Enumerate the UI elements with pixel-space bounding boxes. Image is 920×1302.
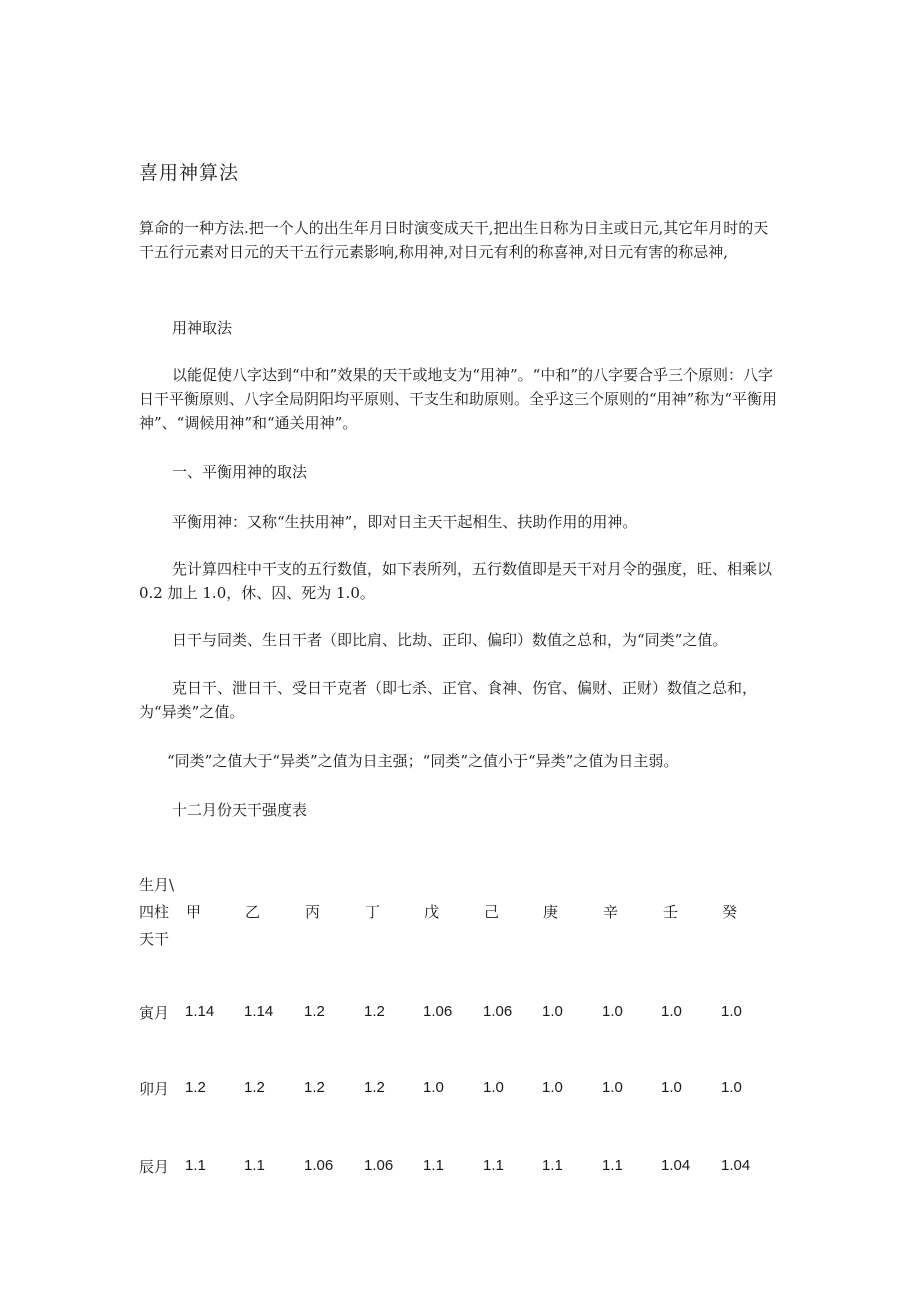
column-header: 戊 [424, 903, 440, 921]
table-cell: 1.1 [542, 1157, 563, 1174]
table-cell: 1.14 [185, 1003, 215, 1020]
table-cell: 1.0 [542, 1079, 563, 1096]
table-cell: 1.0 [661, 1079, 682, 1096]
sub-heading: 一、平衡用神的取法 [172, 463, 308, 481]
table-cell: 1.0 [423, 1079, 444, 1096]
table-cell: 1.0 [602, 1079, 623, 1096]
table-cell: 1.2 [244, 1079, 265, 1096]
strength-rule-paragraph: “同类”之值大于“异类”之值为日主强；“同类”之值小于“异类”之值为日主弱。 [167, 752, 679, 770]
principles-paragraph: 以能促使八字达到“中和”效果的天干或地支为“用神”。“中和”的八字要合乎三个原则：八字日干平衡原则、八字全局阴阳均平原则、干支生和助原则。全乎这三个原则的“用神”称为“平衡用神”、“调候用神”和“通关用神”。 [139, 366, 778, 432]
column-header: 癸 [722, 903, 738, 921]
same-kind-paragraph: 日干与同类、生日干者（即比肩、比劫、正印、偏印）数值之总和，为“同类”之值。 [172, 631, 728, 649]
column-header: 辛 [603, 903, 619, 921]
table-cell: 1.0 [483, 1079, 504, 1096]
column-header: 丁 [365, 903, 381, 921]
column-header: 甲 [186, 903, 202, 921]
table-cell: 1.0 [721, 1079, 742, 1096]
table-cell: 1.2 [304, 1079, 325, 1096]
corner-line: 四柱 [139, 903, 170, 921]
table-cell: 1.1 [423, 1157, 444, 1174]
table-cell: 1.1 [244, 1157, 265, 1174]
table-cell: 1.0 [661, 1003, 682, 1020]
table-cell: 1.04 [661, 1157, 691, 1174]
row-label: 寅月 [139, 1004, 170, 1022]
table-cell: 1.2 [364, 1003, 385, 1020]
table-cell: 1.04 [721, 1157, 751, 1174]
column-header: 乙 [245, 903, 261, 921]
corner-line: 生月\ [139, 876, 175, 894]
column-header: 己 [484, 903, 500, 921]
table-cell: 1.0 [542, 1003, 563, 1020]
column-header: 庚 [543, 903, 559, 921]
table-cell: 1.06 [364, 1157, 394, 1174]
table-cell: 1.06 [304, 1157, 334, 1174]
table-cell: 1.1 [185, 1157, 206, 1174]
table-cell: 1.1 [602, 1157, 623, 1174]
page-title: 喜用神算法 [139, 162, 240, 184]
section-heading: 用神取法 [172, 319, 233, 337]
table-corner-header [139, 872, 174, 953]
table-cell: 1.0 [602, 1003, 623, 1020]
row-label: 辰月 [139, 1158, 170, 1176]
column-header: 壬 [663, 903, 679, 921]
table-cell: 1.2 [304, 1003, 325, 1020]
table-cell: 1.0 [721, 1003, 742, 1020]
table-cell: 1.2 [185, 1079, 206, 1096]
table-cell: 1.1 [483, 1157, 504, 1174]
corner-line: 天干 [139, 930, 170, 948]
calc-method-paragraph: 先计算四柱中干支的五行数值，如下表所列，五行数值即是天干对月令的强度，旺、相乘以 0.2 加上 1.0，休、囚、死为 1.0。 [139, 560, 773, 602]
column-header: 丙 [305, 903, 321, 921]
definition-paragraph: 平衡用神：又称“生扶用神”，即对日主天干起相生、扶助作用的用神。 [172, 513, 638, 531]
table-title: 十二月份天干强度表 [172, 801, 308, 819]
intro-paragraph: 算命的一种方法.把一个人的出生年月日时演变成天干,把出生日称为日主或日元,其它年月时的天干五行元素对日元的天干五行元素影响,称用神,对日元有利的称喜神,对日元有害的称忌神, [139, 219, 769, 261]
table-cell: 1.2 [364, 1079, 385, 1096]
row-label: 卯月 [139, 1080, 170, 1098]
table-cell: 1.06 [423, 1003, 453, 1020]
table-cell: 1.06 [483, 1003, 513, 1020]
diff-kind-paragraph: 克日干、泄日干、受日干克者（即七杀、正官、食神、伤官、偏财、正财）数值之总和，为“异类”之值。 [139, 679, 758, 721]
table-cell: 1.14 [244, 1003, 274, 1020]
